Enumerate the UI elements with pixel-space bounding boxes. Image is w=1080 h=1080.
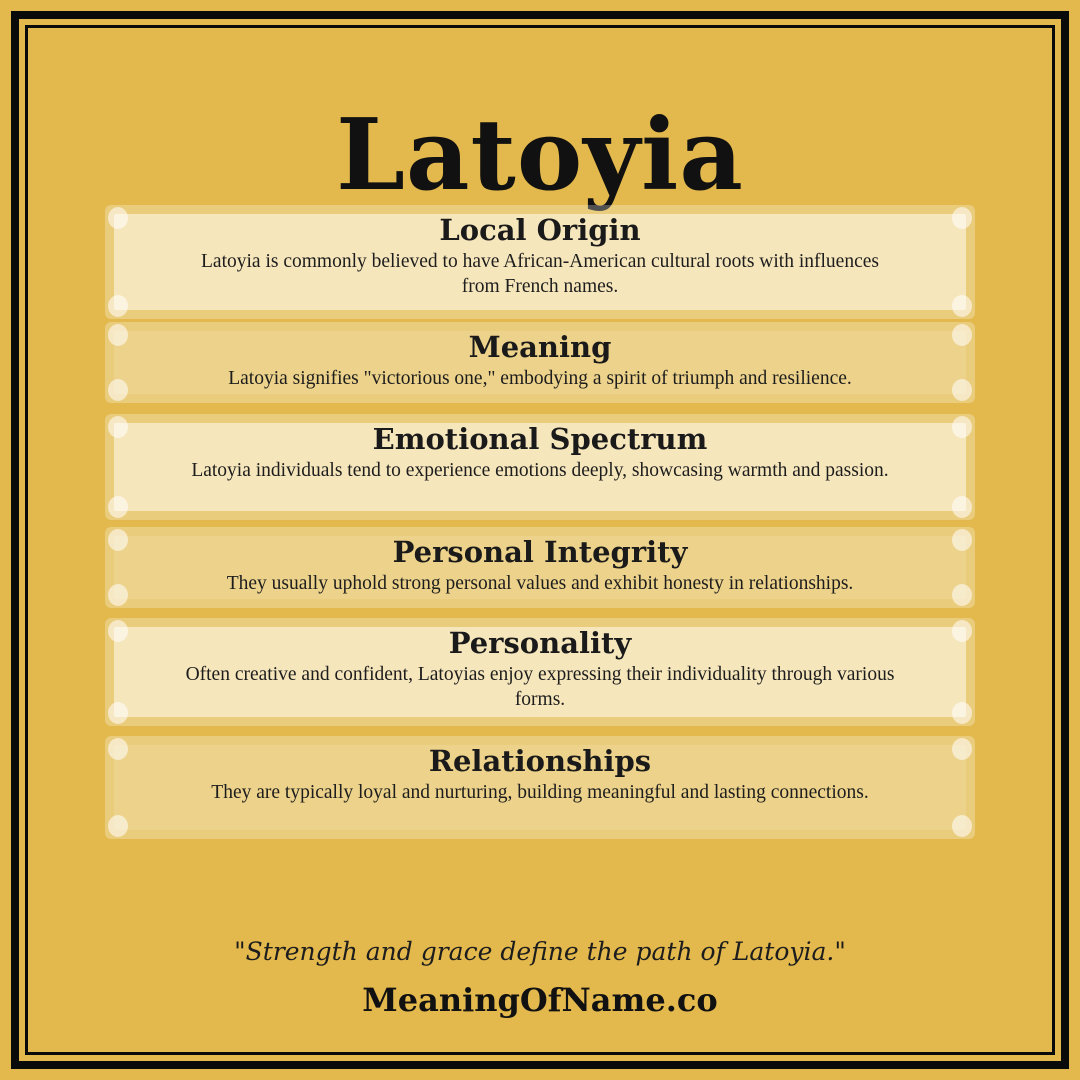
section-card-local-origin bbox=[105, 205, 975, 319]
section-title: Emotional Spectrum bbox=[372, 422, 708, 456]
section-title: Local Origin bbox=[439, 213, 641, 247]
section-title: Personal Integrity bbox=[392, 535, 688, 569]
section-title: Personality bbox=[448, 626, 632, 660]
pin-icon bbox=[108, 815, 128, 837]
section-body: They are typically loyal and nurturing, building meaningful and lasting connections. bbox=[211, 782, 869, 803]
page-title: Latoyia bbox=[336, 97, 744, 213]
pin-icon bbox=[108, 496, 128, 518]
section-body: Often creative and confident, Latoyias enjoy expressing their individuality through various forms. bbox=[185, 664, 895, 710]
pin-icon bbox=[952, 702, 972, 724]
section-card-meaning bbox=[105, 322, 975, 403]
pin-icon bbox=[952, 379, 972, 401]
section-title: Relationships bbox=[428, 744, 652, 778]
footer-quote: "Strength and grace define the path of Latoyia." bbox=[234, 937, 846, 966]
pin-icon bbox=[952, 496, 972, 518]
pin-icon bbox=[952, 815, 972, 837]
pin-icon bbox=[952, 584, 972, 606]
section-title: Meaning bbox=[468, 330, 612, 364]
section-card-emotional-spectrum bbox=[105, 414, 975, 520]
section-body: Latoyia is commonly believed to have African-American cultural roots with influences from French names. bbox=[201, 251, 879, 297]
pin-icon bbox=[952, 295, 972, 317]
section-body: They usually uphold strong personal values and exhibit honesty in relationships. bbox=[226, 573, 854, 594]
section-card-relationships bbox=[105, 736, 975, 839]
pin-icon bbox=[108, 702, 128, 724]
section-card-personal-integrity bbox=[105, 527, 975, 608]
section-card-personality bbox=[105, 618, 975, 726]
section-body: Latoyia signifies "victorious one," embodying a spirit of triumph and resilience. bbox=[228, 368, 852, 389]
pin-icon bbox=[108, 295, 128, 317]
brand-name: MeaningOfName.co bbox=[362, 981, 718, 1019]
section-body: Latoyia individuals tend to experience emotions deeply, showcasing warmth and passion. bbox=[191, 460, 889, 481]
